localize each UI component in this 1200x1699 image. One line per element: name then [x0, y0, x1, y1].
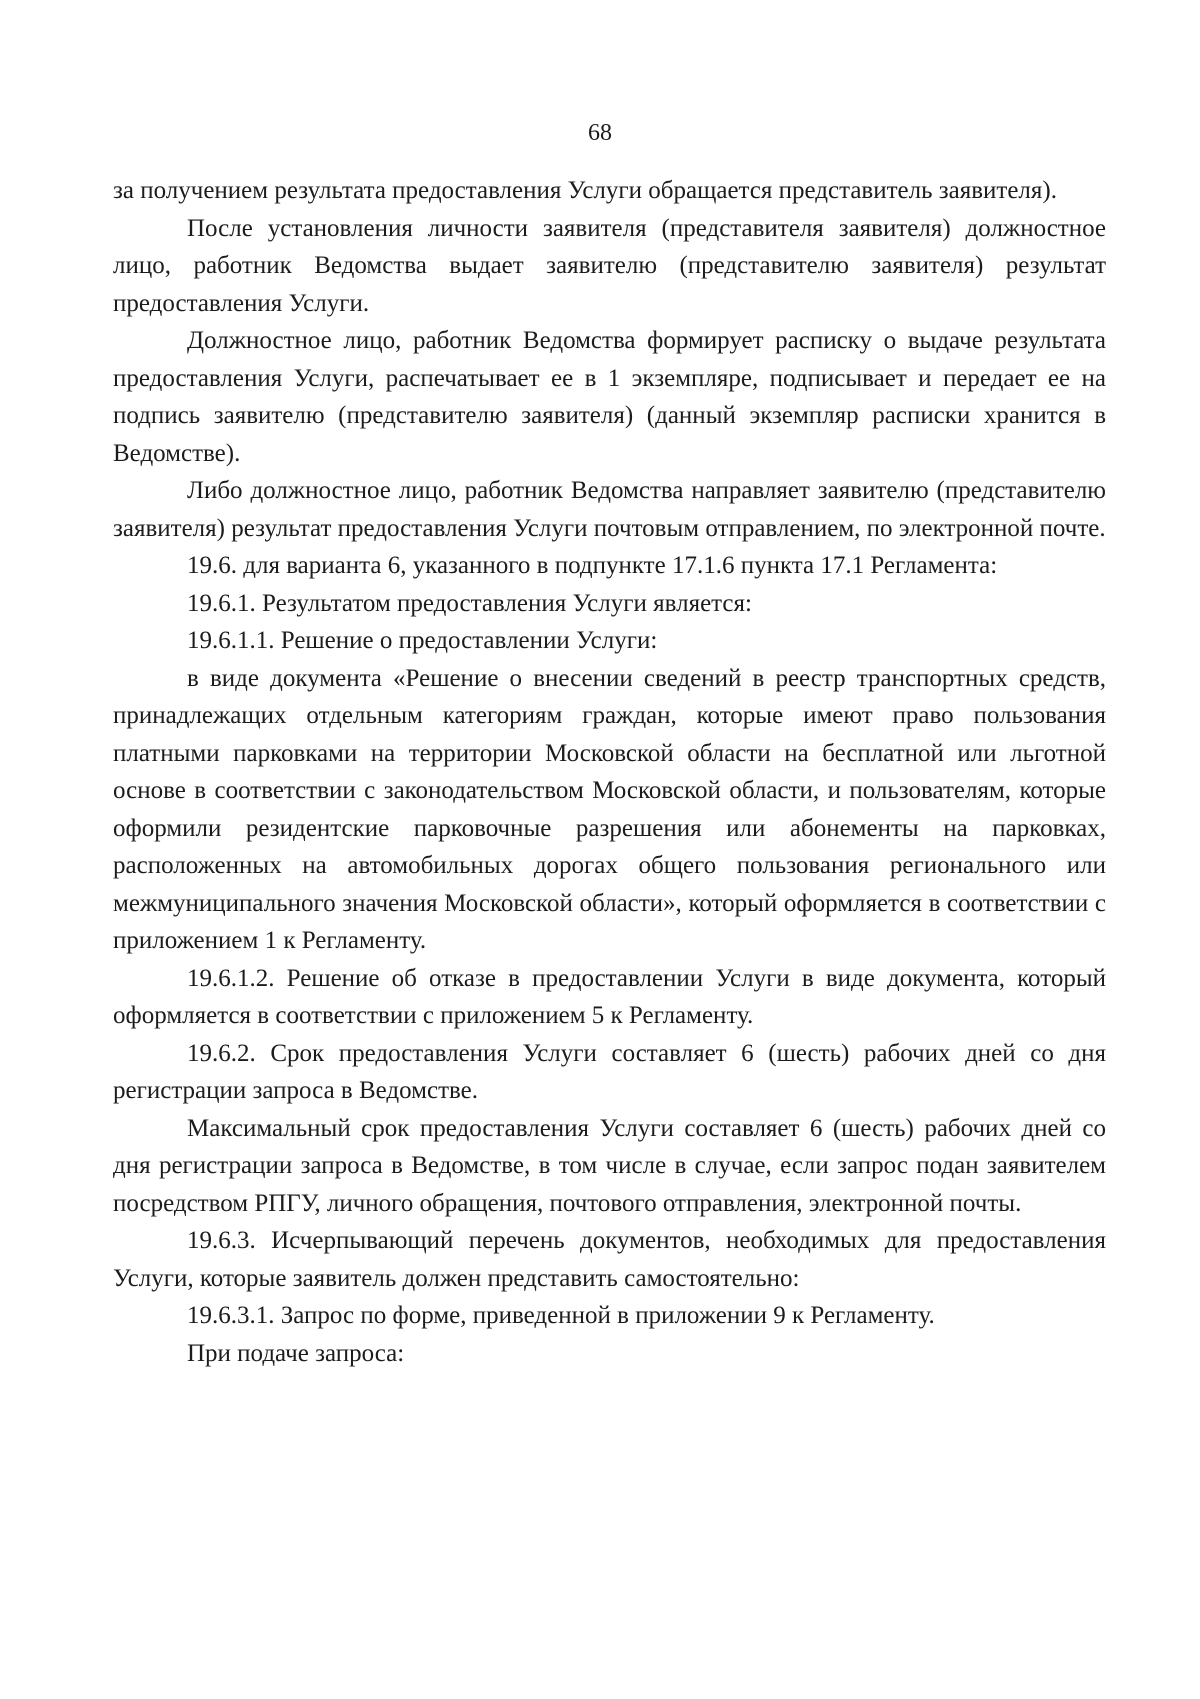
paragraph: При подаче запроса:: [187, 1339, 405, 1367]
paragraph: Должностное лицо, работник Ведомства формирует расписку о выдаче результата предоставления Услуги, распечатывает ее в 1 экземпляре, подписывает и передает ее на подпись заявителю (представителю заявителя) (данный экземпляр расписки хранится в Ведомстве).: [113, 327, 1106, 467]
paragraph: Максимальный срок предоставления Услуги составляет 6 (шесть) рабочих дней со дня регистрации запроса в Ведомстве, в том числе в случае, если запрос подан заявителем посредством РПГУ, личного обращения, почтового отправления, электронной почты.: [113, 1114, 1106, 1217]
paragraph: 19.6. для варианта 6, указанного в подпункте 17.1.6 пункта 17.1 Регламента:: [187, 552, 998, 579]
paragraph: 19.6.3.1. Запрос по форме, приведенной в приложении 9 к Регламенту.: [187, 1302, 935, 1329]
paragraph: 19.6.2. Срок предоставления Услуги составляет 6 (шесть) рабочих дней со дня регистрации запроса в Ведомстве.: [113, 1039, 1106, 1104]
paragraph: 19.6.3. Исчерпывающий перечень документов, необходимых для предоставления Услуги, которые заявитель должен представить самостоятельно:: [113, 1227, 1106, 1292]
body-text: [113, 172, 1106, 1372]
paragraph: в виде документа «Решение о внесении сведений в реестр транспортных средств, принадлежащих отдельным категориям граждан, которые имеют право пользования платными парковками на территории Московской области на бесплатной или льготной основе в соответствии с законодательством Московской области, и пользователям, которые оформили резидентские парковочные разрешения или абонементы на парковках, расположенных на автомобильных дорогах общего пользования регионального или межмуниципального значения Московской области», который оформляется в соответствии с приложением 1 к Регламенту.: [113, 664, 1106, 954]
paragraph: Либо должностное лицо, работник Ведомства направляет заявителю (представителю заявителя) результат предоставления Услуги почтовым отправлением, по электронной почте.: [113, 477, 1106, 542]
paragraph: 19.6.1.1. Решение о предоставлении Услуги:: [187, 627, 658, 654]
paragraph: После установления личности заявителя (представителя заявителя) должностное лицо, работник Ведомства выдает заявителю (представителю заявителя) результат предоставления Услуги.: [113, 214, 1106, 317]
paragraph: 19.6.1. Результатом предоставления Услуги является:: [187, 589, 752, 617]
paragraph: за получением результата предоставления Услуги обращается представитель заявителя).: [113, 177, 1057, 204]
page-number: 68: [588, 120, 612, 146]
paragraph: 19.6.1.2. Решение об отказе в предоставлении Услуги в виде документа, который оформляется в соответствии с приложением 5 к Регламенту.: [113, 964, 1106, 1029]
